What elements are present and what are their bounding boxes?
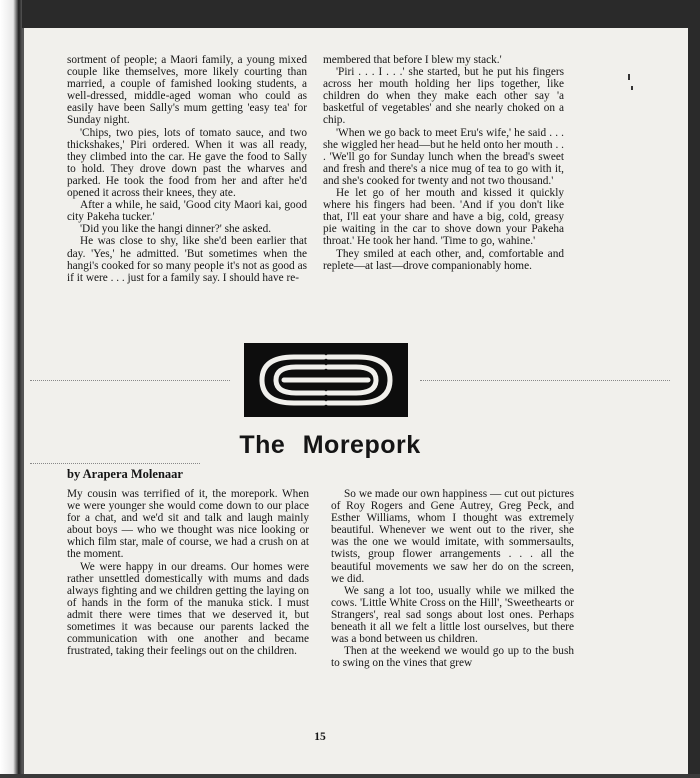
story-right-column (331, 488, 574, 669)
maori-motif-graphic (244, 343, 408, 417)
paragraph: We sang a lot too, usually while we milked the cows. 'Little White Cross on the Hill', 'Sweethearts or Strangers', real sad songs about lost ones. Perhaps beneath it all we felt a little lost ourselves, but there was a bond between us children. (331, 584, 574, 646)
paragraph: Then at the weekend we would go up to the bush to swing on the vines that grew (331, 645, 574, 670)
paragraph: 'Piri . . . I . . .' she started, but he put his fingers across her mouth holding her lips together, like children do when they make each other say 'a basketful of vegetables' and she nearly choked on a chip. (323, 66, 564, 127)
paragraph: 'When we go back to meet Eru's wife,' he said . . . she wiggled her head—but he held onto her mouth . . . 'We'll go for Sunday lunch when the bread's sweet and fresh and there's a nice mug of tea to go with it, and she's cooked for twenty and not two thousand.' (323, 126, 564, 187)
paragraph: So we made our own happiness — cut out pictures of Roy Rogers and Gene Autrey, Greg Peck, and Esther Williams, whom I thought was extremely beautiful. Whenever we went out to the river, she was the one we would imitate, with sommersaults, twists, group flower arrangements . . . all the beautiful movements we saw her do on the screen, we did. (331, 488, 574, 585)
page-number: 15 (314, 731, 326, 743)
paragraph: He let go of her mouth and kissed it quickly where his fingers had been. 'And if you don't like that, I'll eat your share and have a big, cold, greasy pie waiting in the car to shove down your Pakeha throat.' He took her hand. 'Time to go, wahine.' (323, 187, 564, 248)
story-title: The Morepork (239, 431, 421, 459)
paragraph: sortment of people; a Maori family, a young mixed couple like themselves, more likely courting than married, a couple of famished looking students, a well-dressed, middle-aged woman who could as easily have been Sally's mum getting 'easy tea' for Sunday night. (67, 54, 307, 127)
paragraph: After a while, he said, 'Good city Maori kai, good city Pakeha tucker.' (67, 199, 307, 224)
paragraph: 'Chips, two pies, lots of tomato sauce, and two thickshakes,' Piri ordered. When it was all ready, they climbed into the car. He gave the food to Sally to hold. They drove down past the wharves and parked. He took the food from her and after he'd opened it across their knees, they ate. (67, 126, 307, 200)
paragraph: They smiled at each other, and, comfortable and replete—at last—drove companionably home. (323, 247, 564, 272)
maori-motif-icon (244, 343, 408, 417)
paragraph: membered that before I blew my stack.' (323, 54, 502, 66)
paragraph: My cousin was terrified of it, the morepork. When we were younger she would come down to our place for a chat, and we'd sit and talk and laugh mainly about boys — who we thought was nice looking or which film star, male of course, we had a crush on at the moment. (67, 488, 309, 561)
scan-rule (30, 380, 230, 382)
paragraph: We were happy in our dreams. Our homes were rather unsettled domestically with mums and dads always fighting and we children getting the laying on of hands in the form of the manuka stick. I must admit there were times that we deserved it, but sometimes it was because our parents lacked the communication with one another and became frustrated, taking their feelings out on the children. (67, 560, 309, 658)
scan-rule (30, 463, 200, 465)
scan-edge (0, 774, 700, 778)
story-left-column (67, 488, 309, 657)
paragraph: He was close to shy, like she'd been earlier that day. 'Yes,' he admitted. 'But sometimes when the hangi's cooked for so many people it's not as good as if it were . . . just for a family say. I should have re- (67, 235, 307, 284)
previous-story-left-column (67, 54, 307, 284)
scan-rule (420, 380, 670, 382)
scan-speck (631, 86, 633, 90)
story-byline: by Arapera Molenaar (67, 467, 183, 481)
book-spine (0, 0, 22, 778)
scan-speck (628, 74, 630, 80)
previous-story-right-column (323, 54, 564, 272)
paragraph: 'Did you like the hangi dinner?' she asked. (80, 223, 272, 236)
